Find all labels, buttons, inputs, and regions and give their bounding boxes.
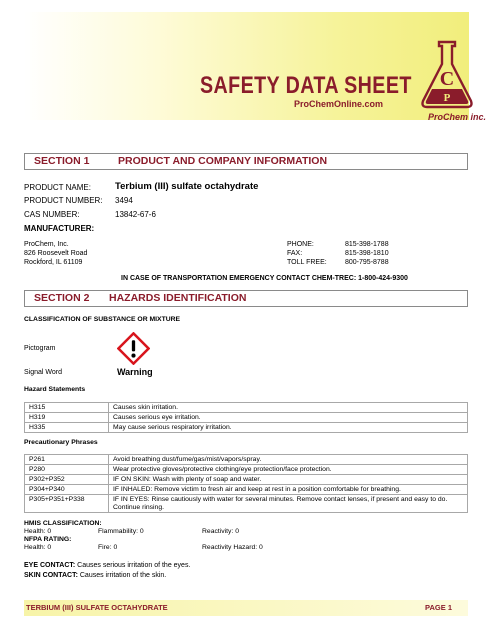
precaution-code: P280	[25, 465, 109, 475]
nfpa-reactivity: Reactivity Hazard: 0	[202, 544, 263, 551]
hazard-text: May cause serious respiratory irritation.	[109, 423, 468, 433]
svg-text:P: P	[443, 92, 451, 104]
table-row	[25, 455, 468, 465]
fax-number: 815-398-1810	[345, 250, 389, 257]
precaution-code: P304+P340	[25, 485, 109, 495]
product-name: Terbium (III) sulfate octahydrate	[115, 181, 259, 192]
skin-contact-label: SKIN CONTACT:	[24, 572, 78, 579]
eye-contact-text: Causes serious irritation of the eyes.	[77, 562, 191, 569]
hmis-flammability: Flammability: 0	[98, 528, 144, 535]
nfpa-health: Health: 0	[24, 544, 52, 551]
nfpa-heading: NFPA RATING:	[24, 536, 72, 543]
exclamation-mark-hazard-icon	[117, 332, 150, 365]
address-line: 826 Roosevelt Road	[24, 250, 88, 257]
emergency-contact: IN CASE OF TRANSPORTATION EMERGENCY CONTACT CHEM-TREC: 1-800-424-9300	[121, 275, 408, 282]
table-row	[25, 423, 468, 433]
flask-icon	[418, 39, 476, 111]
precautionary-phrases-table	[24, 454, 468, 513]
hazard-code: H319	[25, 413, 109, 423]
fax-label: FAX:	[287, 250, 303, 257]
document-title: SAFETY DATA SHEET	[200, 72, 412, 99]
table-row	[25, 495, 468, 513]
product-number-label: PRODUCT NUMBER:	[24, 196, 103, 205]
hazard-text: Causes skin irritation.	[109, 403, 468, 413]
toll-free-label: TOLL FREE:	[287, 259, 327, 266]
footer-product-name: TERBIUM (III) SULFATE OCTAHYDRATE	[26, 603, 168, 612]
skin-contact-line	[24, 571, 166, 580]
svg-text:C: C	[439, 68, 455, 90]
signal-word-label: Signal Word	[24, 369, 63, 376]
phone-label: PHONE:	[287, 241, 314, 248]
skin-contact-text: Causes irritation of the skin.	[79, 572, 167, 579]
table-row	[25, 413, 468, 423]
hazard-statements-heading: Hazard Statements	[24, 386, 86, 393]
hmis-reactivity: Reactivity: 0	[202, 528, 240, 535]
classification-heading: CLASSIFICATION OF SUBSTANCE OR MIXTURE	[24, 316, 181, 323]
section-1-header	[24, 153, 468, 170]
precaution-text: IF ON SKIN: Wash with plenty of soap and water.	[109, 475, 468, 485]
section-title: PRODUCT AND COMPANY INFORMATION	[118, 155, 328, 167]
header-banner	[24, 12, 487, 122]
hazard-code: H315	[25, 403, 109, 413]
product-number: 3494	[115, 196, 133, 205]
nfpa-fire: Fire: 0	[98, 544, 118, 551]
table-row	[25, 403, 468, 413]
signal-word: Warning	[117, 367, 153, 377]
precaution-text: Avoid breathing dust/fume/gas/mist/vapors/spray.	[109, 455, 468, 465]
section-number: SECTION 2	[34, 292, 90, 304]
precaution-code: P261	[25, 455, 109, 465]
section-2-header	[24, 290, 468, 307]
product-name-label: PRODUCT NAME:	[24, 183, 91, 192]
table-row	[25, 485, 468, 495]
cas-number: 13842-67-6	[115, 210, 156, 219]
address-line: Rockford, IL 61109	[24, 259, 83, 266]
table-row	[25, 465, 468, 475]
pictogram-label: Pictogram	[24, 345, 56, 352]
precaution-code: P302+P352	[25, 475, 109, 485]
precaution-code: P305+P351+P338	[25, 495, 109, 513]
table-row	[25, 475, 468, 485]
section-number: SECTION 1	[34, 155, 90, 167]
precaution-text: IF INHALED: Remove victim to fresh air and keep at rest in a position comfortable for breathing.	[109, 485, 468, 495]
hmis-heading: HMIS CLASSIFICATION:	[24, 520, 102, 527]
section-title: HAZARDS IDENTIFICATION	[109, 292, 247, 304]
manufacturer-label: MANUFACTURER:	[24, 224, 95, 233]
toll-free-number: 800-795-8788	[345, 259, 389, 266]
page-footer	[24, 600, 468, 616]
hazard-statements-table	[24, 402, 468, 433]
phone-number: 815-398-1788	[345, 241, 389, 248]
cas-number-label: CAS NUMBER:	[24, 210, 80, 219]
hazard-code: H335	[25, 423, 109, 433]
address-line: ProChem, Inc.	[24, 241, 69, 248]
eye-contact-label: EYE CONTACT:	[24, 562, 76, 569]
precaution-text: Wear protective gloves/protective clothing/eye protection/face protection.	[109, 465, 468, 475]
precaution-text: IF IN EYES: Rinse cautiously with water for several minutes. Remove contact lenses, if present and easy to do. Continue rinsing.	[109, 495, 468, 513]
company-logo-text: ProChem inc.	[428, 112, 487, 122]
precautionary-phrases-heading: Precautionary Phrases	[24, 439, 98, 446]
eye-contact-line	[24, 561, 190, 570]
website-link[interactable]: ProChemOnline.com	[294, 99, 384, 109]
page-number: PAGE 1	[425, 603, 452, 612]
hazard-text: Causes serious eye irritation.	[109, 413, 468, 423]
hmis-health: Health: 0	[24, 528, 52, 535]
